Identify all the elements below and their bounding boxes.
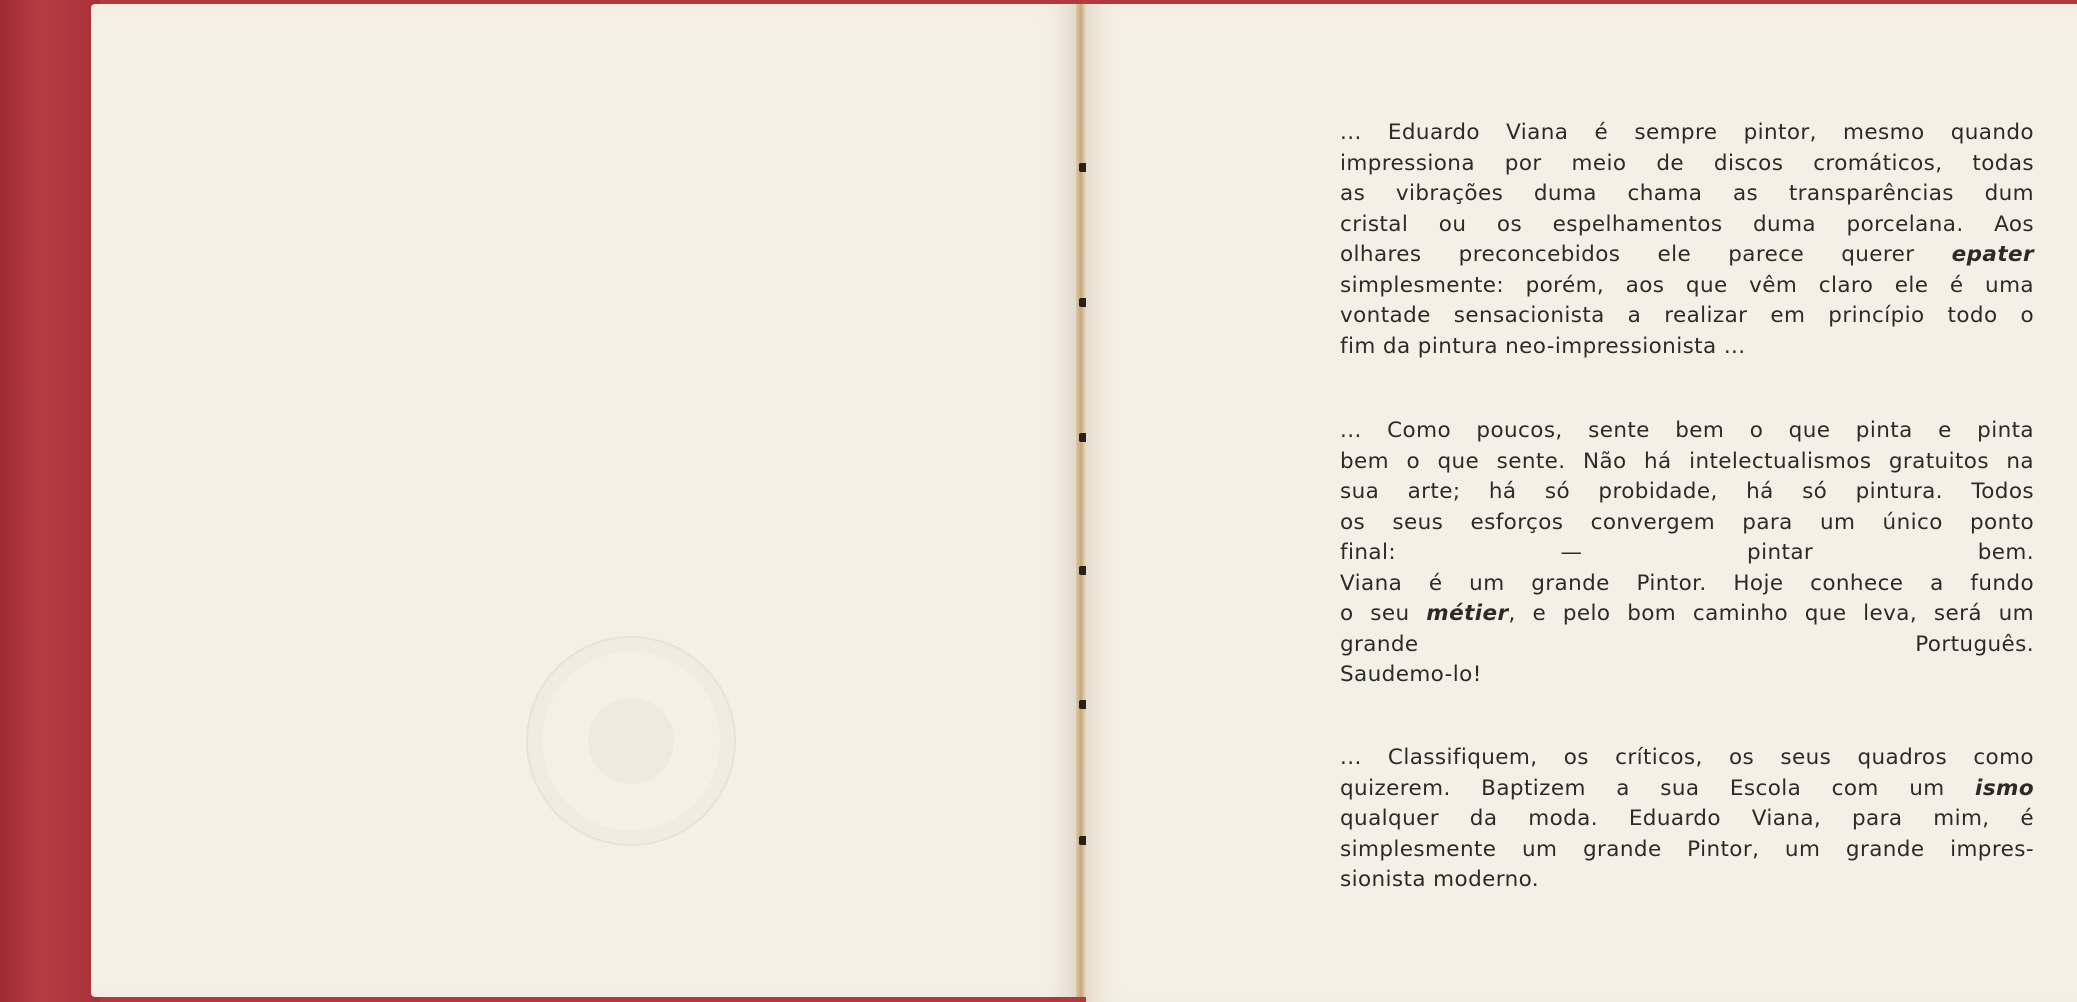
text-line	[1340, 630, 2034, 661]
emphasized-word: ismo	[1975, 775, 2034, 801]
book-gutter	[1076, 4, 1086, 997]
text-segment: os seus esforços convergem para um único ponto	[1340, 509, 2034, 535]
text-segment: impressiona por meio de discos cromáticos, todas	[1340, 150, 2034, 176]
text-line	[1340, 804, 2034, 835]
library-stamp-icon	[526, 636, 736, 846]
text-line	[1340, 599, 2034, 630]
text-line	[1340, 416, 2034, 447]
emphasized-word: epater	[1951, 242, 2034, 267]
text-line	[1340, 447, 2034, 478]
paragraph-2	[1340, 416, 2034, 691]
text-segment: ... Como poucos, sente bem o que pinta e pinta	[1340, 418, 2034, 443]
text-segment: bem o que sente. Não há intelectualismos gratuitos na	[1340, 448, 2034, 474]
text-segment: as vibrações duma chama as transparências dum	[1340, 181, 2034, 206]
text-segment: cristal ou os espelhamentos duma porcelana. Aos	[1340, 211, 2034, 237]
text-line	[1340, 835, 2034, 866]
text-segment: olhares preconcebidos ele parece querer	[1340, 242, 1952, 267]
paragraph-1	[1340, 118, 2034, 362]
text-segment: Saudemo-lo!	[1340, 662, 1482, 687]
text-segment: o seu	[1340, 601, 1427, 626]
text-line	[1340, 301, 2034, 332]
text-line	[1340, 149, 2034, 180]
text-segment: grande Português.	[1340, 631, 2034, 657]
text-segment: vontade sensacionista a realizar em princípio todo o	[1340, 303, 2034, 328]
text-segment: sionista moderno.	[1340, 867, 1540, 892]
text-segment: simplesmente: porém, aos que vêm claro ele é uma	[1340, 272, 2034, 298]
text-line	[1340, 538, 2034, 569]
left-page-blank	[91, 4, 1078, 997]
right-page	[1086, 4, 2077, 1002]
text-line	[1340, 179, 2034, 210]
text-line	[1340, 660, 2034, 691]
text-line	[1340, 118, 2034, 149]
text-segment: qualquer da moda. Eduardo Viana, para mim, é	[1340, 806, 2034, 831]
text-line	[1340, 477, 2034, 508]
text-line	[1340, 240, 2034, 271]
paragraph-3	[1340, 743, 2034, 896]
text-line	[1340, 508, 2034, 539]
text-segment: sua arte; há só probidade, há só pintura. Todos	[1340, 479, 2034, 504]
text-line	[1340, 774, 2034, 805]
text-line	[1340, 332, 2034, 363]
text-line	[1340, 865, 2034, 896]
text-segment: ... Eduardo Viana é sempre pintor, mesmo quando	[1340, 120, 2034, 145]
text-line	[1340, 743, 2034, 774]
text-segment: , e pelo bom caminho que leva, será um	[1508, 601, 2035, 626]
text-segment: quizerem. Baptizem a sua Escola com um	[1340, 775, 1976, 801]
text-segment: simplesmente um grande Pintor, um grande impres-	[1340, 836, 2034, 862]
text-segment: ... Classifiquem, os críticos, os seus quadros como	[1340, 745, 2034, 770]
text-segment: final: — pintar bem.	[1340, 540, 2034, 565]
text-line	[1340, 569, 2034, 600]
red-cover-edge	[0, 0, 100, 1002]
text-line	[1340, 271, 2034, 302]
text-line	[1340, 210, 2034, 241]
emphasized-word: métier	[1426, 601, 1509, 626]
text-segment: Viana é um grande Pintor. Hoje conhece a fundo	[1340, 570, 2034, 596]
text-segment: fim da pintura neo-impressionista ...	[1340, 333, 1746, 359]
